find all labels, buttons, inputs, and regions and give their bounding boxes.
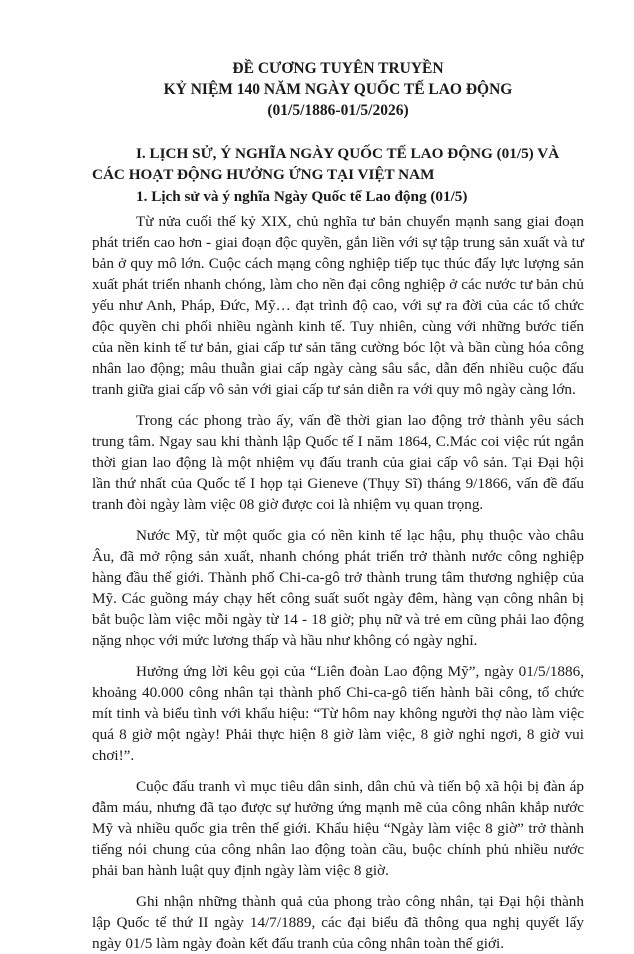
paragraph: Trong các phong trào ấy, vấn đề thời gian lao động trở thành yêu sách trung tâm. Ngay sau khi thành lập Quốc tế I năm 1864, C.Mác coi việc rút ngắn thời gian lao động là một nhiệm vụ đấu tranh của giai cấp vô sản. Tại Đại hội lần thứ nhất của Quốc tế I họp tại Gieneve (Thụy Sĩ) tháng 9/1866, vấn đề đấu tranh đòi ngày làm việc 08 giờ được coi là nhiệm vụ quan trọng. — [92, 412, 584, 513]
paragraph: Nước Mỹ, từ một quốc gia có nền kinh tế lạc hậu, phụ thuộc vào châu Âu, đã mở rộng sản xuất, nhanh chóng phát triển trở thành nước công nghiệp hàng đầu thế giới. Thành phố Chi-ca-gô trở thành trung tâm thương nghiệp của Mỹ. Các guồng máy chạy hết công suất suốt ngày đêm, hàng vạn công nhân bị bắt buộc làm việc mỗi ngày từ 14 - 18 giờ; phụ nữ và trẻ em cũng phải lao động nặng nhọc với mức lương thấp và hầu như không có ngày nghỉ. — [92, 527, 584, 649]
paragraph: Ghi nhận những thành quả của phong trào công nhân, tại Đại hội thành lập Quốc tế thứ II ngày 14/7/1889, các đại biểu đã thông qua nghị quyết lấy ngày 01/5 làm ngày đoàn kết đấu tranh của công nhân toàn thế giới. — [92, 893, 584, 952]
title-line-2: KỶ NIỆM 140 NĂM NGÀY QUỐC TẾ LAO ĐỘNG — [163, 81, 513, 98]
section-heading: I. LỊCH SỬ, Ý NGHĨA NGÀY QUỐC TẾ LAO ĐỘNG (01/5) VÀ CÁC HOẠT ĐỘNG HƯỞNG ỨNG TẠI VIỆT NAM — [92, 145, 560, 183]
subsection-heading: 1. Lịch sử và ý nghĩa Ngày Quốc tế Lao động (01/5) — [136, 188, 468, 205]
document-body — [92, 143, 584, 954]
title-line-3: (01/5/1886-01/5/2026) — [267, 102, 409, 119]
paragraph: Từ nửa cuối thế kỷ XIX, chủ nghĩa tư bản chuyển mạnh sang giai đoạn phát triển cao hơn - giai đoạn độc quyền, gắn liền với sự tập trung sản xuất và tư bản ở quy mô lớn. Cuộc cách mạng công nghiệp tiếp tục thúc đẩy lực lượng sản xuất phát triển nhanh chóng, làm cho nền đại công nghiệp ở các nước tư bản chủ yếu như Anh, Pháp, Đức, Mỹ… đạt trình độ cao, với sự ra đời của các tổ chức độc quyền chi phối nhiều ngành kinh tế. Tuy nhiên, cùng với những bước tiến của nền kinh tế tư bản, giai cấp tư sản tăng cường bóc lột và bần cùng hóa công nhân lao động; mâu thuẫn giai cấp ngày càng sâu sắc, dẫn đến nhiều cuộc đấu tranh giữa giai cấp vô sản với giai cấp tư sản diễn ra với quy mô ngày càng lớn. — [92, 213, 584, 398]
document-title — [92, 58, 584, 121]
title-line-1: ĐỀ CƯƠNG TUYÊN TRUYỀN — [232, 60, 444, 77]
paragraph: Hưởng ứng lời kêu gọi của “Liên đoàn Lao động Mỹ”, ngày 01/5/1886, khoảng 40.000 công nhân tại thành phố Chi-ca-gô tiến hành bãi công, tổ chức mít tinh và biểu tình với khẩu hiệu: “Từ hôm nay không người thợ nào làm việc quá 8 giờ một ngày! Phải thực hiện 8 giờ làm việc, 8 giờ nghỉ ngơi, 8 giờ vui chơi!”. — [92, 663, 584, 764]
paragraph: Cuộc đấu tranh vì mục tiêu dân sinh, dân chủ và tiến bộ xã hội bị đàn áp đẫm máu, nhưng đã tạo được sự hưởng ứng mạnh mẽ của công nhân khắp nước Mỹ và nhiều quốc gia trên thế giới. Khẩu hiệu “Ngày làm việc 8 giờ” trở thành tiếng nói chung của công nhân lao động toàn cầu, buộc chính phủ nhiều nước phải ban hành luật quy định ngày làm việc 8 giờ. — [92, 778, 584, 879]
